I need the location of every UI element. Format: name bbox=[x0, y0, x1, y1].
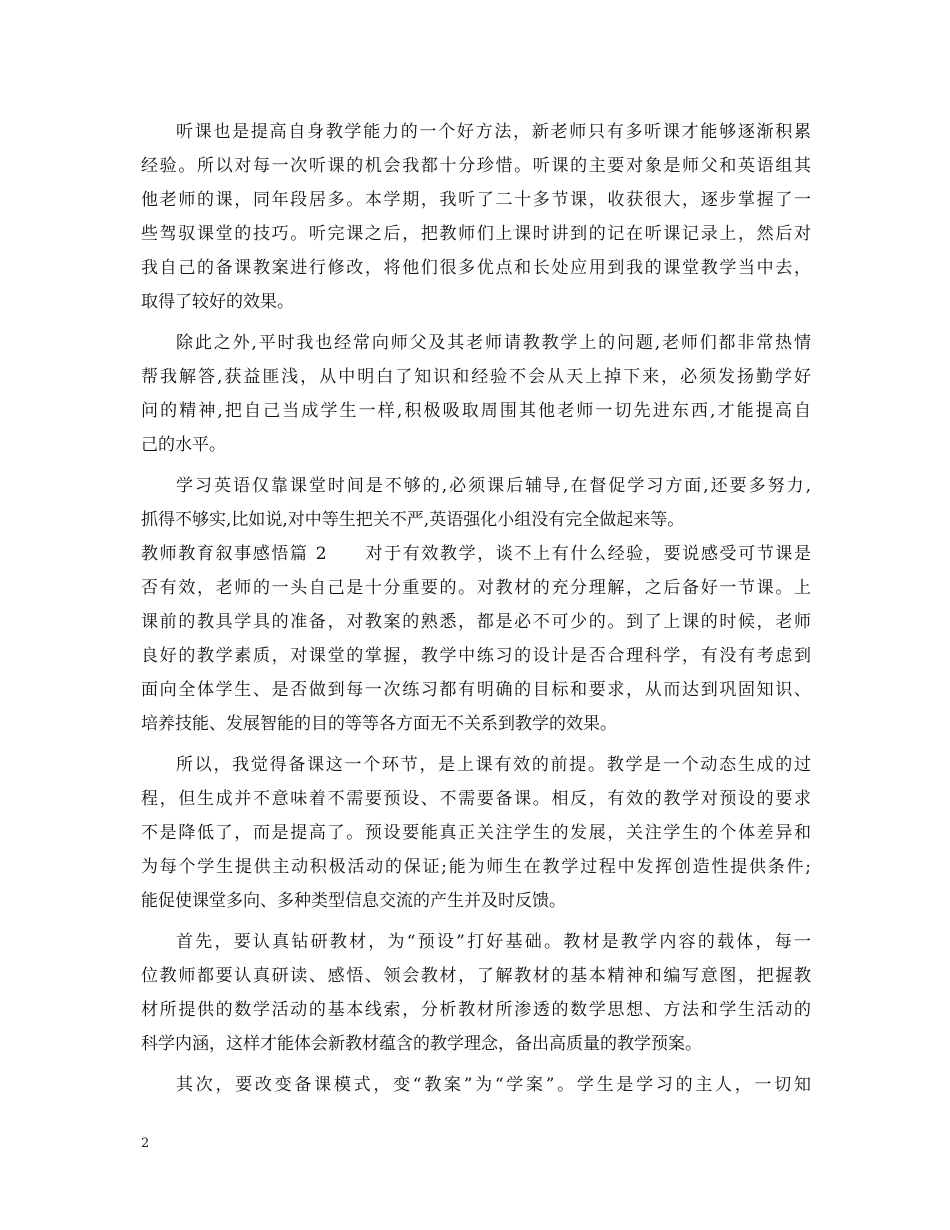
text-line: 听课也是提高自身教学能力的一个好方法，新老师只有多听课才能够逐渐积累 bbox=[176, 122, 811, 142]
text-line: 除此之外,平时我也经常向师父及其老师请教教学上的问题,老师们都非常热情 bbox=[176, 333, 811, 353]
text-line: 材所提供的数学活动的基本线索，分析教材所渗透的数学思想、方法和学生活动的 bbox=[141, 1000, 811, 1020]
text-line: 问的精神,把自己当成学生一样,积极吸取周围其他老师一切先进东西,才能提高自 bbox=[141, 401, 811, 421]
text-line: 些驾驭课堂的技巧。听完课之后，把教师们上课时讲到的记在听课记录上，然后对 bbox=[141, 224, 811, 244]
text-line: 良好的教学素质，对课堂的掌握，教学中练习的设计是否合理科学，有没有考虑到 bbox=[141, 646, 811, 666]
text-line: 培养技能、发展智能的目的等等各方面无不关系到教学的效果。 bbox=[141, 714, 617, 734]
text-line: 取得了较好的效果。 bbox=[141, 292, 294, 312]
text-line: 抓得不够实,比如说,对中等生把关不严,英语强化小组没有完全做起来等。 bbox=[141, 510, 685, 530]
text-line: 其次，要改变备课模式，变“教案”为“学案”。学生是学习的主人，一切知 bbox=[176, 1075, 811, 1095]
text-line: 帮我解答,获益匪浅，从中明白了知识和经验不会从天上掉下来，必须发扬勤学好 bbox=[141, 367, 811, 387]
text-line: 课前的教具学具的准备，对教案的熟悉，都是必不可少的。到了上课的时候，老师 bbox=[141, 612, 811, 632]
text-line: 经验。所以对每一次听课的机会我都十分珍惜。听课的主要对象是师父和英语组其 bbox=[141, 156, 811, 176]
text-line: 首先，要认真钻研教材，为“预设”打好基础。教材是教学内容的载体，每一 bbox=[176, 932, 811, 952]
text-line: 为每个学生提供主动积极活动的保证;能为师生在教学过程中发挥创造性提供条件; bbox=[141, 857, 811, 877]
text-line: 学习英语仅靠课堂时间是不够的,必须课后辅导,在督促学习方面,还要多努力, bbox=[176, 476, 811, 496]
text-line: 否有效，老师的一头自己是十分重要的。对教材的充分理解，之后备好一节课。上 bbox=[141, 578, 811, 598]
text-line: 程，但生成并不意味着不需要预设、不需要备课。相反，有效的教学对预设的要求 bbox=[141, 789, 811, 809]
text-line: 所以，我觉得备课这一个环节，是上课有效的前提。教学是一个动态生成的过 bbox=[176, 755, 811, 775]
text-line: 不是降低了，而是提高了。预设要能真正关注学生的发展，关注学生的个体差异和 bbox=[141, 823, 811, 843]
text-line: 他老师的课，同年段居多。本学期，我听了二十多节课，收获很大，逐步掌握了一 bbox=[141, 190, 811, 210]
text-line: 面向全体学生、是否做到每一次练习都有明确的目标和要求，从而达到巩固知识、 bbox=[141, 680, 811, 700]
text-line: 我自己的备课教案进行修改，将他们很多优点和长处应用到我的课堂教学当中去， bbox=[141, 258, 811, 278]
text-line: 能促使课堂多向、多种类型信息交流的产生并及时反馈。 bbox=[141, 891, 566, 911]
text-line: 位教师都要认真研读、感悟、领会教材，了解教材的基本精神和编写意图，把握教 bbox=[141, 966, 811, 986]
page-number: 2 bbox=[141, 1136, 150, 1151]
text-line: 己的水平。 bbox=[141, 435, 226, 455]
text-line: 科学内涵，这样才能体会新教材蕴含的教学理念，备出高质量的教学预案。 bbox=[141, 1034, 702, 1054]
section-heading-line: 教师教育叙事感悟篇 2 对于有效教学，谈不上有什么经验，要说感受可节课是 bbox=[141, 544, 811, 564]
